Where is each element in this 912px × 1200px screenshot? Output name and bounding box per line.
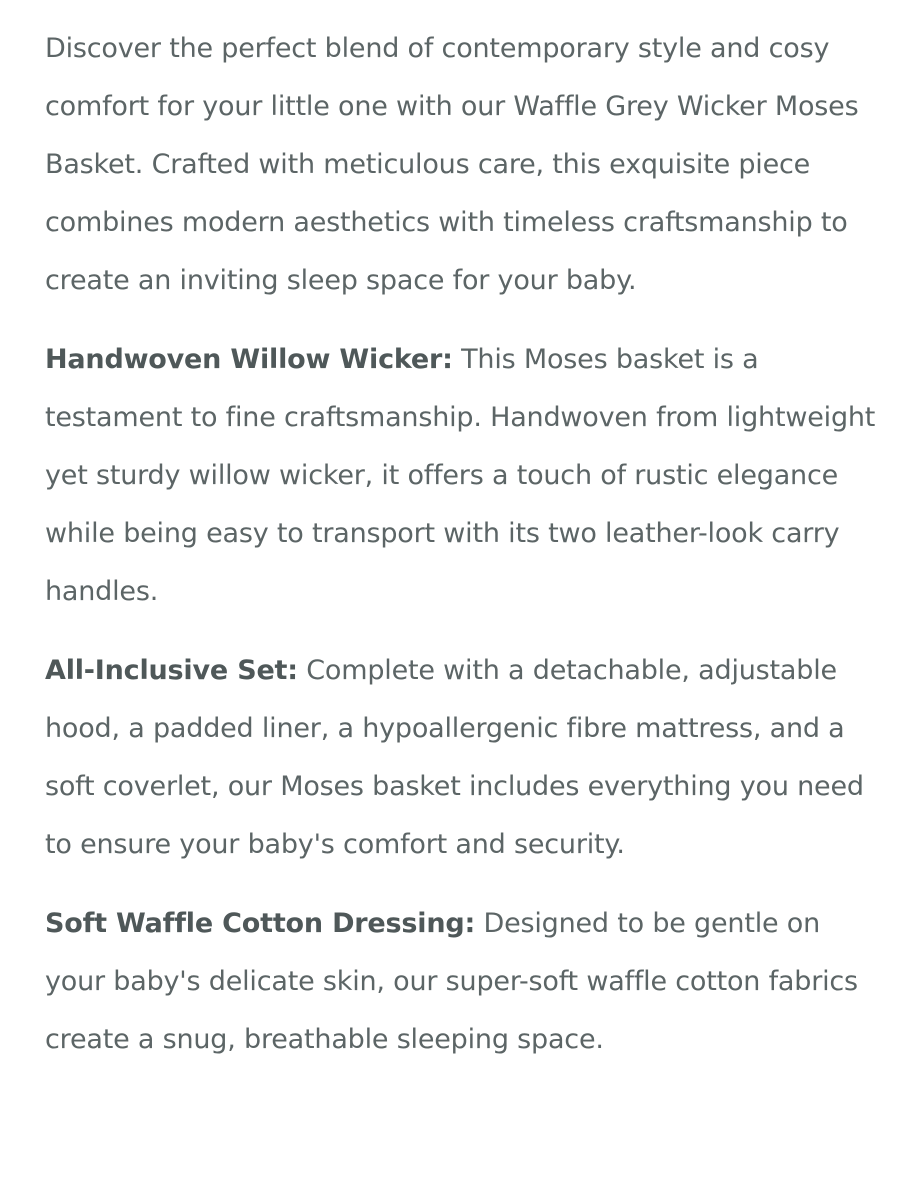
feature-text: Designed to be gentle on your baby's delicate skin, our super-soft waffle cotton fabrics create a snug, breathable sleeping space. (45, 908, 858, 1055)
feature-text: This Moses basket is a testament to fine craftsmanship. Handwoven from lightweight yet sturdy willow wicker, it offers a touch of rustic elegance while being easy to transport with its two leather-look carry handles. (45, 344, 876, 607)
feature-paragraph-set (45, 642, 880, 874)
feature-title: Handwoven Willow Wicker: (45, 344, 453, 375)
feature-title: Soft Waffle Cotton Dressing: (45, 908, 476, 939)
feature-paragraph-cotton (45, 895, 880, 1069)
product-description (45, 20, 880, 1090)
feature-text: Complete with a detachable, adjustable hood, a padded liner, a hypoallergenic fibre mattress, and a soft coverlet, our Moses basket includes everything you need to ensure your baby's comfort and security. (45, 655, 864, 860)
feature-title: All-Inclusive Set: (45, 655, 298, 686)
feature-paragraph-handwoven (45, 331, 880, 621)
intro-paragraph: Discover the perfect blend of contemporary style and cosy comfort for your little one with our Waffle Grey Wicker Moses Basket. Crafted with meticulous care, this exquisite piece combines modern aesthetics with timeless craftsmanship to create an inviting sleep space for your baby. (45, 33, 859, 296)
